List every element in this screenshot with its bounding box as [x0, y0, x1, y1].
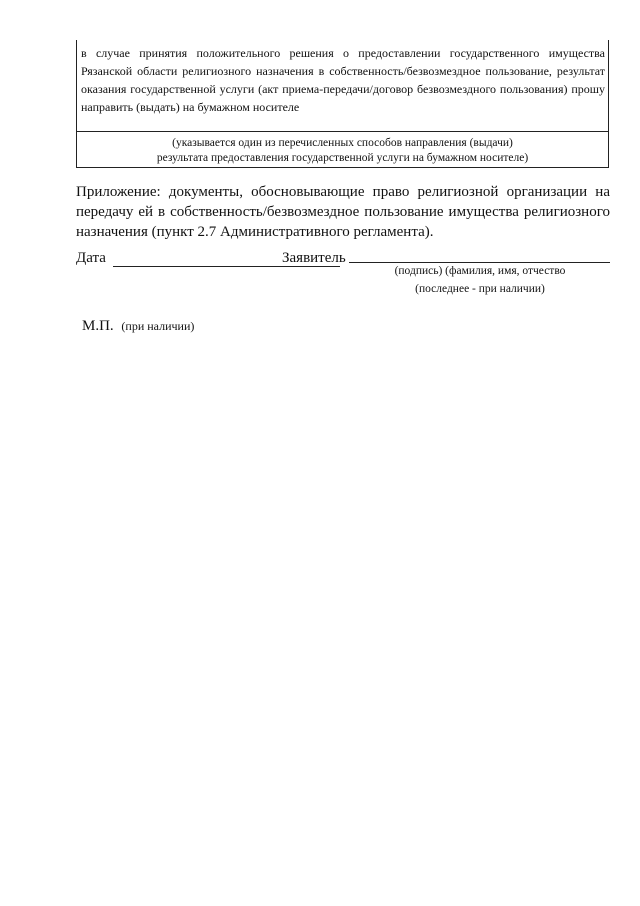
stamp-label: М.П. [82, 318, 114, 334]
delivery-method-hint-line-2: результата предоставления государственной услуги на бумажном носителе) [156, 152, 529, 164]
signature-hint-line-2: (последнее - при наличии) [415, 283, 545, 295]
delivery-method-paragraph: в случае принятия положительного решения о предоставлении государственного имущества Рязанской области религиозного назначения в собственность/безвозмездное пользование, результат оказания государственной услуги (акт приема-передачи/договор безвозмездного пользования) прошу направить (выдать) на бумажном носителе [81, 46, 605, 114]
delivery-method-box [76, 40, 609, 168]
signature-hint [350, 262, 610, 298]
attachment-paragraph: Приложение: документы, обосновывающие право религиозной организации на передачу ей в собственность/безвозмездное пользование имущества религиозного назначения (пункт 2.7 Административного регламента). [76, 184, 610, 240]
date-label: Дата [76, 250, 106, 266]
stamp-note: (при наличии) [121, 319, 195, 333]
applicant-label: Заявитель [282, 250, 346, 266]
box-bottom-border [76, 167, 609, 168]
delivery-method-fill-line [76, 131, 609, 132]
delivery-method-hint-line-1: (указывается один из перечисленных способов направления (выдачи) [172, 137, 513, 149]
signature-hint-line-1: (подпись) (фамилия, имя, отчество [394, 265, 566, 277]
delivery-method-hint [76, 136, 609, 166]
stamp-placeholder [82, 318, 194, 335]
